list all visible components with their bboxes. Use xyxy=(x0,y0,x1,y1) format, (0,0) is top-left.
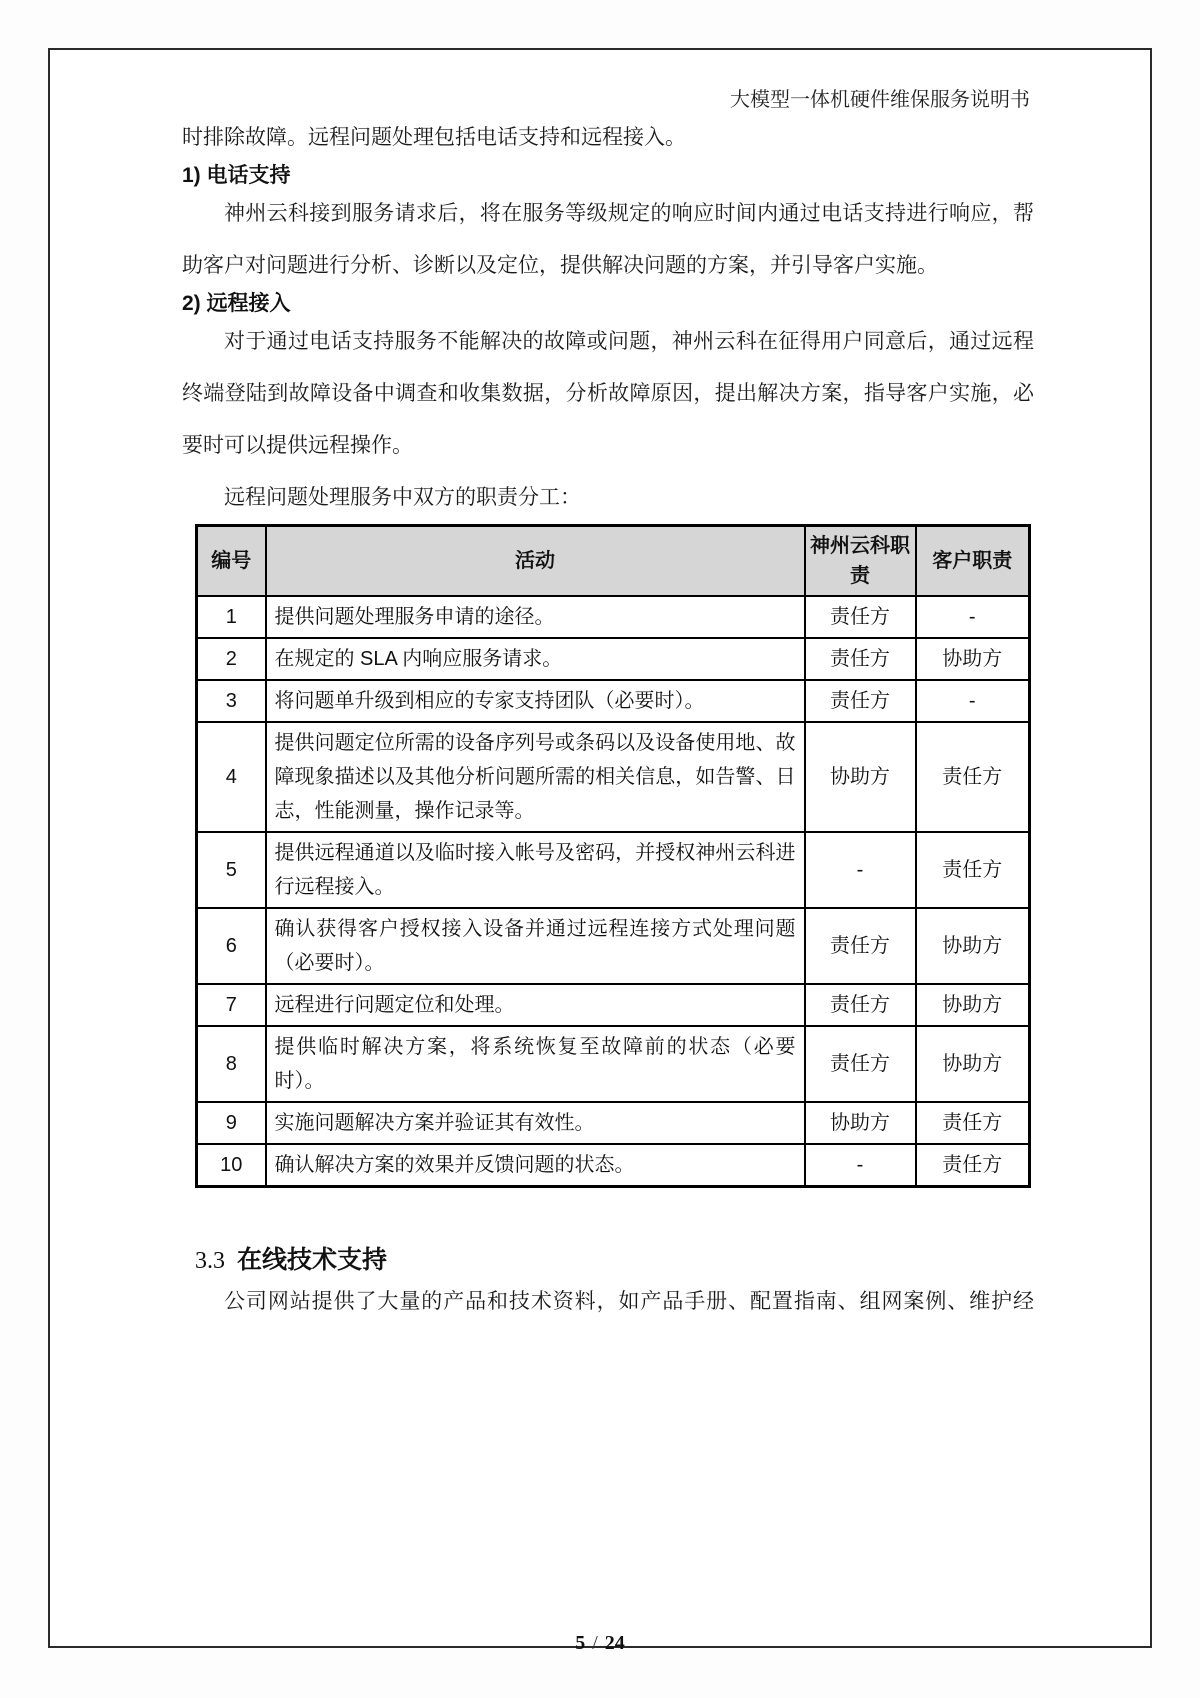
heading-remote-access: 2) 远程接入 xyxy=(182,292,291,315)
customer-role-cell: 责任方 xyxy=(916,722,1030,832)
section-3-3-heading xyxy=(195,1240,1034,1276)
section-number: 3.3 xyxy=(195,1248,225,1274)
paragraph-online-support: 公司网站提供了大量的产品和技术资料，如产品手册、配置指南、组网案例、维护经 xyxy=(224,1290,1034,1313)
customer-role-cell: 责任方 xyxy=(916,832,1030,908)
table-row xyxy=(197,1026,1030,1102)
row-number-cell: 4 xyxy=(197,722,266,832)
activity-cell: 提供问题处理服务申请的途径。 xyxy=(266,596,805,638)
paragraph-continuation: 时排除故障。远程问题处理包括电话支持和远程接入。 xyxy=(182,126,686,149)
responsibility-table xyxy=(195,524,1031,1188)
table-row xyxy=(197,1102,1030,1144)
table-row xyxy=(197,638,1030,680)
col-header-customer-role: 客户职责 xyxy=(916,526,1030,597)
page-separator: / xyxy=(592,1632,598,1654)
activity-cell: 在规定的 SLA 内响应服务请求。 xyxy=(266,638,805,680)
col-header-activity: 活动 xyxy=(266,526,805,597)
page-content xyxy=(182,112,1034,1328)
vendor-role-cell: 协助方 xyxy=(805,722,916,832)
vendor-role-cell: 责任方 xyxy=(805,1026,916,1102)
vendor-role-cell: - xyxy=(805,832,916,908)
row-number-cell: 8 xyxy=(197,1026,266,1102)
row-number-cell: 10 xyxy=(197,1144,266,1187)
row-number-cell: 5 xyxy=(197,832,266,908)
activity-cell: 实施问题解决方案并验证其有效性。 xyxy=(266,1102,805,1144)
page-footer xyxy=(50,1632,1150,1655)
customer-role-cell: 协助方 xyxy=(916,984,1030,1026)
customer-role-cell: 协助方 xyxy=(916,908,1030,984)
table-body xyxy=(197,596,1030,1187)
row-number-cell: 1 xyxy=(197,596,266,638)
activity-cell: 提供临时解决方案，将系统恢复至故障前的状态（必要时）。 xyxy=(266,1026,805,1102)
table-row xyxy=(197,722,1030,832)
section-title: 在线技术支持 xyxy=(237,1246,388,1274)
col-header-vendor-role: 神州云科职责 xyxy=(805,526,916,597)
page-border xyxy=(48,48,1152,1654)
vendor-role-cell: - xyxy=(805,1144,916,1187)
table-row xyxy=(197,680,1030,722)
document-header xyxy=(50,83,1030,112)
row-number-cell: 7 xyxy=(197,984,266,1026)
vendor-role-cell: 责任方 xyxy=(805,596,916,638)
paragraph-remote-access: 对于通过电话支持服务不能解决的故障或问题，神州云科在征得用户同意后，通过远程终端登陆到故障设备中调查和收集数据，分析故障原因，提出解决方案，指导客户实施，必要时可以提供远程操作。 xyxy=(182,330,1034,457)
table-row xyxy=(197,832,1030,908)
table-row xyxy=(197,1144,1030,1187)
vendor-role-cell: 责任方 xyxy=(805,680,916,722)
col-header-number: 编号 xyxy=(197,526,266,597)
row-number-cell: 2 xyxy=(197,638,266,680)
table-row xyxy=(197,596,1030,638)
activity-cell: 将问题单升级到相应的专家支持团队（必要时）。 xyxy=(266,680,805,722)
row-number-cell: 9 xyxy=(197,1102,266,1144)
vendor-role-cell: 协助方 xyxy=(805,1102,916,1144)
activity-cell: 提供远程通道以及临时接入帐号及密码，并授权神州云科进行远程接入。 xyxy=(266,832,805,908)
activity-cell: 确认解决方案的效果并反馈问题的状态。 xyxy=(266,1144,805,1187)
current-page-number: 5 xyxy=(575,1632,586,1654)
heading-phone-support: 1) 电话支持 xyxy=(182,164,291,187)
row-number-cell: 6 xyxy=(197,908,266,984)
table-intro-text: 远程问题处理服务中双方的职责分工： xyxy=(224,486,581,509)
row-number-cell: 3 xyxy=(197,680,266,722)
customer-role-cell: 责任方 xyxy=(916,1144,1030,1187)
table-header-row xyxy=(197,526,1030,597)
customer-role-cell: 协助方 xyxy=(916,638,1030,680)
vendor-role-cell: 责任方 xyxy=(805,984,916,1026)
vendor-role-cell: 责任方 xyxy=(805,908,916,984)
customer-role-cell: 协助方 xyxy=(916,1026,1030,1102)
vendor-role-cell: 责任方 xyxy=(805,638,916,680)
header-title: 大模型一体机硬件维保服务说明书 xyxy=(730,89,1030,111)
customer-role-cell: 责任方 xyxy=(916,1102,1030,1144)
customer-role-cell: - xyxy=(916,680,1030,722)
activity-cell: 提供问题定位所需的设备序列号或条码以及设备使用地、故障现象描述以及其他分析问题所需的相关信息，如告警、日志，性能测量，操作记录等。 xyxy=(266,722,805,832)
activity-cell: 远程进行问题定位和处理。 xyxy=(266,984,805,1026)
paragraph-phone-support: 神州云科接到服务请求后，将在服务等级规定的响应时间内通过电话支持进行响应，帮助客户对问题进行分析、诊断以及定位，提供解决问题的方案，并引导客户实施。 xyxy=(182,202,1034,277)
customer-role-cell: - xyxy=(916,596,1030,638)
table-row xyxy=(197,984,1030,1026)
activity-cell: 确认获得客户授权接入设备并通过远程连接方式处理问题（必要时）。 xyxy=(266,908,805,984)
table-row xyxy=(197,908,1030,984)
total-page-count: 24 xyxy=(604,1632,625,1654)
